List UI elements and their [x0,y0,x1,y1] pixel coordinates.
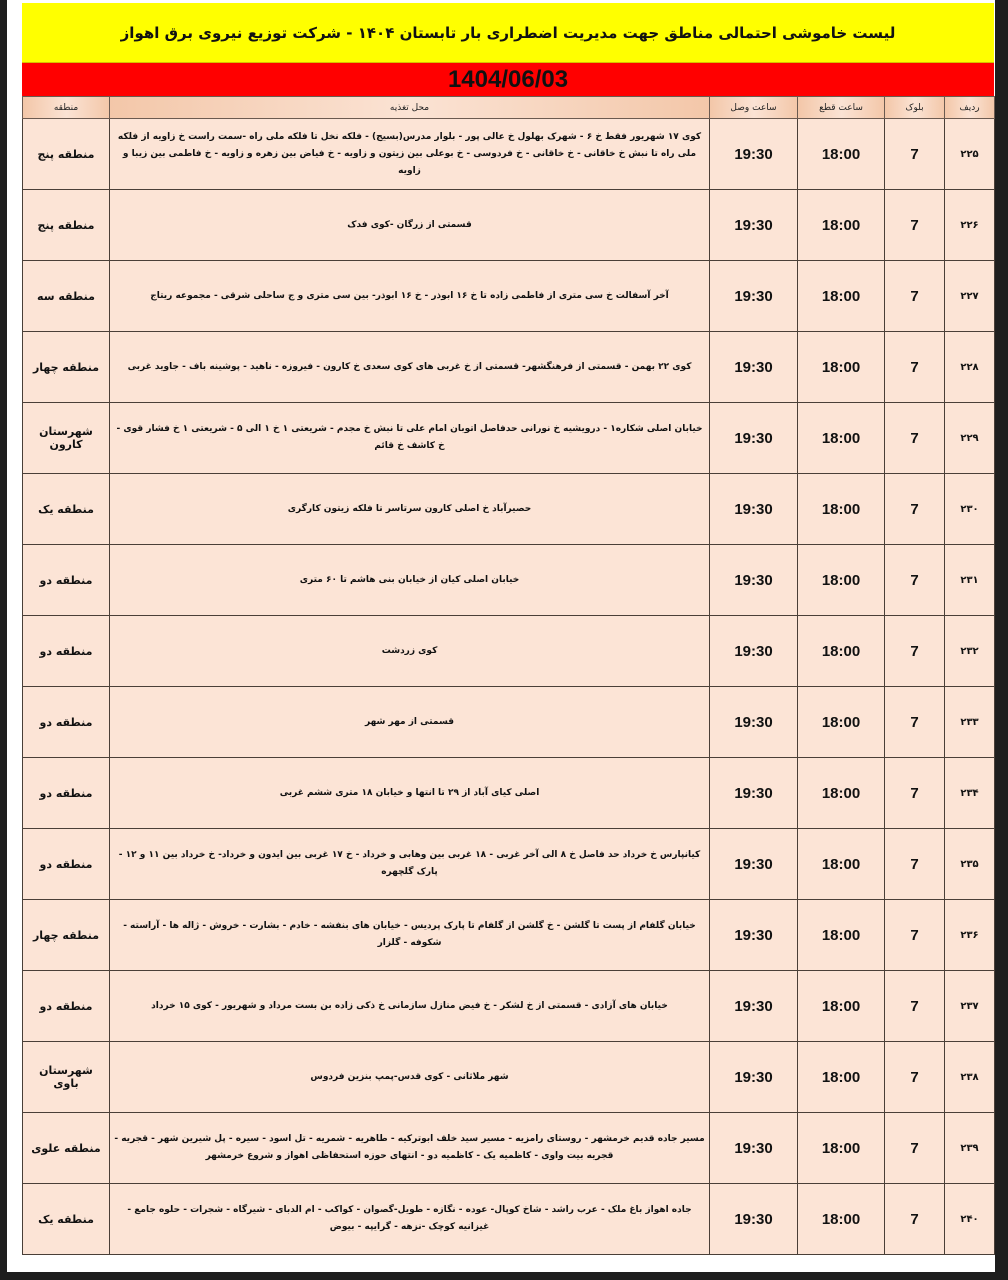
table-row [23,190,995,261]
table-row [23,900,995,971]
row-number-cell: ۲۲۵ [945,119,995,190]
block-cell: 7 [885,119,945,190]
feed-location-cell: آخر آسفالت خ سی متری از فاطمی زاده تا خ ۱۶ ابوذر - خ ۱۶ ابوذر- بین سی متری و ج ساحلی شرقی - مجموعه ریتاج [110,261,710,332]
feed-location-cell: شهر ملاثانی - کوی قدس-پمپ بنزین فردوس [110,1042,710,1113]
reconnect-time-cell: 19:30 [710,545,798,616]
header-region: منطقه [23,97,110,119]
table-row [23,261,995,332]
block-cell: 7 [885,1184,945,1255]
document-panel [7,0,995,1272]
table-row [23,687,995,758]
feed-location-cell: قسمتی از زرگان -کوی فدک [110,190,710,261]
outage-schedule-document [22,3,994,1255]
document-title: لیست خاموشی احتمالی مناطق جهت مدیریت اضطراری بار تابستان ۱۴۰۴ - شرکت توزیع نیروی برق اهواز [120,23,896,42]
table-row [23,1042,995,1113]
block-cell: 7 [885,616,945,687]
block-cell: 7 [885,687,945,758]
region-cell: شهرستان باوی [23,1042,110,1113]
region-cell: منطقه دو [23,829,110,900]
block-cell: 7 [885,1113,945,1184]
cut-time-cell: 18:00 [798,403,885,474]
reconnect-time-cell: 19:30 [710,1113,798,1184]
cut-time-cell: 18:00 [798,1184,885,1255]
cut-time-cell: 18:00 [798,119,885,190]
reconnect-time-cell: 19:30 [710,474,798,545]
region-cell: منطقه دو [23,687,110,758]
table-row [23,971,995,1042]
region-cell: منطقه چهار [23,332,110,403]
table-row [23,758,995,829]
row-number-cell: ۲۳۶ [945,900,995,971]
row-number-cell: ۲۲۶ [945,190,995,261]
feed-location-cell: جاده اهواز باغ ملک - عرب راشد - شاخ کوپال- عوده - نگازه - طویل-گصوان - کواکب - ام الدبای - شیرگاه - شجرات - حلوه جامع - غیزانیه کوچک -نزهه - گرایپه - بیوض [110,1184,710,1255]
cut-time-cell: 18:00 [798,758,885,829]
block-cell: 7 [885,332,945,403]
feed-location-cell: کوی زردشت [110,616,710,687]
row-number-cell: ۲۳۱ [945,545,995,616]
row-number-cell: ۲۴۰ [945,1184,995,1255]
cut-time-cell: 18:00 [798,1113,885,1184]
header-cut-time: ساعت قطع [798,97,885,119]
block-cell: 7 [885,545,945,616]
cut-time-cell: 18:00 [798,616,885,687]
region-cell: منطقه دو [23,758,110,829]
region-cell: منطقه پنج [23,119,110,190]
reconnect-time-cell: 19:30 [710,1184,798,1255]
row-number-cell: ۲۳۴ [945,758,995,829]
block-cell: 7 [885,474,945,545]
block-cell: 7 [885,1042,945,1113]
reconnect-time-cell: 19:30 [710,971,798,1042]
row-number-cell: ۲۲۷ [945,261,995,332]
row-number-cell: ۲۳۰ [945,474,995,545]
header-feed-location: محل تغذیه [110,97,710,119]
block-cell: 7 [885,261,945,332]
feed-location-cell: خیابان اصلی شکاره۱ - درویشیه خ نورانی حدفاصل اتوبان امام علی تا نبش خ مجدم - شریعتی ۱ خ ۱ الی ۵ - شریعتی ۱ خ فشار قوی - خ کاشف خ قائم [110,403,710,474]
block-cell: 7 [885,829,945,900]
region-cell: منطقه سه [23,261,110,332]
feed-location-cell: کوی ۱۷ شهریور فقط خ ۶ - شهرک بهلول خ عالی پور - بلوار مدرس(بسیج) - فلکه نخل تا فلکه ملی راه -سمت راست خ زاویه از فلکه ملی راه تا نبش خ خاقانی - خ خاقانی - خ فردوسی - خ بوعلی بین زیتون و زاویه - خ فیاض بین زهره و زاویه - خ فاطمی بین زیبا و زاویه [110,119,710,190]
cut-time-cell: 18:00 [798,971,885,1042]
feed-location-cell: کوی ۲۲ بهمن - قسمتی از فرهنگشهر- قسمتی از خ غربی های کوی سعدی خ کارون - فیروزه - ناهید - پوشینه باف - جاوید غربی [110,332,710,403]
feed-location-cell: خیابان های آزادی - قسمتی از خ لشکر - خ فیض منازل سازمانی خ ذکی زاده بن بست مرداد و شهریور - کوی ۱۵ خرداد [110,971,710,1042]
reconnect-time-cell: 19:30 [710,687,798,758]
reconnect-time-cell: 19:30 [710,1042,798,1113]
reconnect-time-cell: 19:30 [710,829,798,900]
table-row [23,1113,995,1184]
table-row [23,616,995,687]
feed-location-cell: اصلی کیای آباد از ۲۹ تا انتها و خیابان ۱۸ متری ششم غربی [110,758,710,829]
region-cell: منطقه پنج [23,190,110,261]
table-row [23,119,995,190]
reconnect-time-cell: 19:30 [710,403,798,474]
feed-location-cell: قسمتی از مهر شهر [110,687,710,758]
feed-location-cell: کیانپارس خ خرداد حد فاصل خ ۸ الی آخر غربی - ۱۸ غربی بین وهابی و خرداد - خ ۱۷ غربی بین ایدون و خرداد- خ خرداد بین ۱۱ و ۱۲ - پارک گلچهره [110,829,710,900]
document-date: 1404/06/03 [447,65,569,93]
table-body [23,119,995,1255]
region-cell: منطقه علوی [23,1113,110,1184]
table-header-row [23,97,995,119]
cut-time-cell: 18:00 [798,687,885,758]
block-cell: 7 [885,971,945,1042]
block-cell: 7 [885,190,945,261]
outage-table [22,96,995,1255]
row-number-cell: ۲۲۸ [945,332,995,403]
row-number-cell: ۲۳۹ [945,1113,995,1184]
block-cell: 7 [885,758,945,829]
feed-location-cell: خیابان اصلی کیان از خیابان بنی هاشم تا ۶۰ متری [110,545,710,616]
table-row [23,474,995,545]
row-number-cell: ۲۳۳ [945,687,995,758]
table-row [23,1184,995,1255]
reconnect-time-cell: 19:30 [710,190,798,261]
cut-time-cell: 18:00 [798,261,885,332]
region-cell: منطقه یک [23,1184,110,1255]
cut-time-cell: 18:00 [798,190,885,261]
region-cell: منطقه دو [23,971,110,1042]
cut-time-cell: 18:00 [798,474,885,545]
row-number-cell: ۲۳۲ [945,616,995,687]
title-band [22,3,994,63]
row-number-cell: ۲۳۷ [945,971,995,1042]
region-cell: منطقه دو [23,616,110,687]
header-row-number: ردیف [945,97,995,119]
reconnect-time-cell: 19:30 [710,616,798,687]
reconnect-time-cell: 19:30 [710,332,798,403]
region-cell: منطقه یک [23,474,110,545]
row-number-cell: ۲۳۵ [945,829,995,900]
table-row [23,403,995,474]
reconnect-time-cell: 19:30 [710,119,798,190]
region-cell: منطقه چهار [23,900,110,971]
reconnect-time-cell: 19:30 [710,261,798,332]
header-reconnect-time: ساعت وصل [710,97,798,119]
block-cell: 7 [885,900,945,971]
table-row [23,545,995,616]
date-band [22,63,994,96]
row-number-cell: ۲۲۹ [945,403,995,474]
reconnect-time-cell: 19:30 [710,758,798,829]
table-row [23,332,995,403]
cut-time-cell: 18:00 [798,1042,885,1113]
feed-location-cell: خیابان گلفام از پست تا گلشن - خ گلشن از گلفام تا پارک پردیس - خیابان های بنفشه - خادم - بشارت - خروش - ژاله ها - آراسته - شکوفه - گلزار [110,900,710,971]
region-cell: منطقه دو [23,545,110,616]
cut-time-cell: 18:00 [798,829,885,900]
header-block: بلوک [885,97,945,119]
feed-location-cell: مسیر جاده قدیم خرمشهر - روستای رامزیه - مسیر سید خلف ابوترکیه - طاهریه - شمریه - تل اسود - سیره - پل شیرین شهر - قجریه - قجریه بیت واوی - کاظمیه یک - کاظمیه دو - انتهای حوزه استحفاظی اهواز و شروع خرمشهر [110,1113,710,1184]
cut-time-cell: 18:00 [798,332,885,403]
table-row [23,829,995,900]
feed-location-cell: حصیرآباد خ اصلی کارون سرتاسر تا فلکه زیتون کارگری [110,474,710,545]
row-number-cell: ۲۳۸ [945,1042,995,1113]
reconnect-time-cell: 19:30 [710,900,798,971]
block-cell: 7 [885,403,945,474]
cut-time-cell: 18:00 [798,900,885,971]
region-cell: شهرستان کارون [23,403,110,474]
cut-time-cell: 18:00 [798,545,885,616]
